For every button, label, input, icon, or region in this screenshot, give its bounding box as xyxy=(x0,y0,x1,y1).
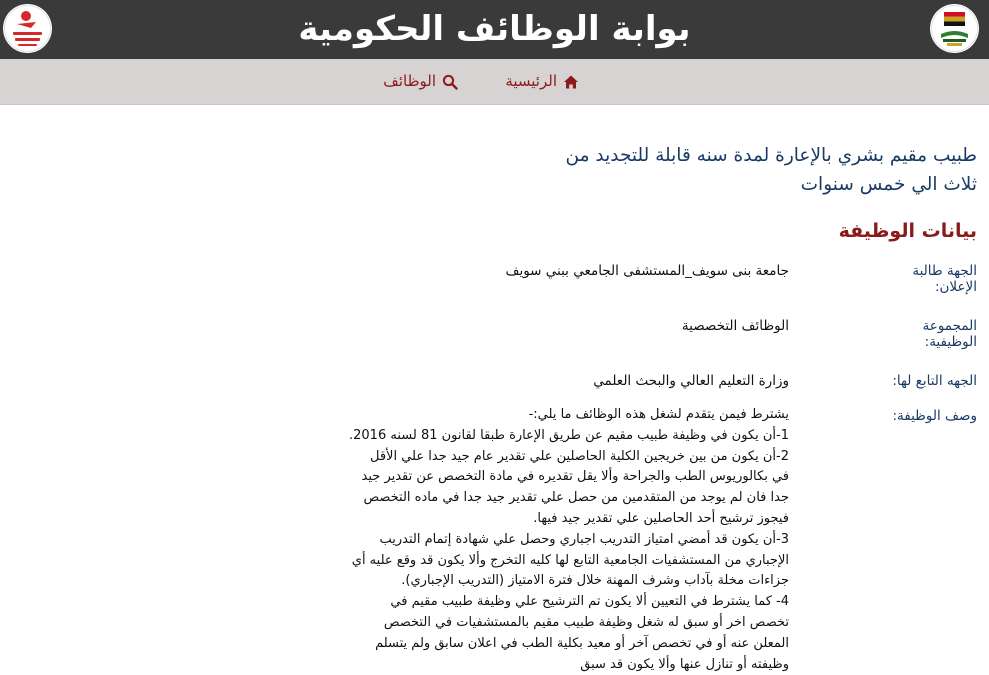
field-label-description: وصف الوظيفة: xyxy=(892,408,977,424)
nav-home-link[interactable] xyxy=(505,59,579,104)
field-label-advertiser: الجهة طالبة الإعلان: xyxy=(912,263,977,295)
nav-bar xyxy=(0,59,989,105)
field-value-parent-entity: وزارة التعليم العالي والبحث العلمي xyxy=(593,373,789,389)
field-value-advertiser: جامعة بنى سويف_المستشفى الجامعي ببني سويف xyxy=(505,263,789,279)
field-label-job-group: المجموعة الوظيفية: xyxy=(922,318,977,350)
search-icon xyxy=(442,74,458,90)
job-description-text: يشترط فيمن يتقدم لشغل هذه الوظائف ما يلي:- 1-أن يكون في وظيفة طبيب مقيم عن طريق الإعارة طبقا لقانون 81 لسنه 2016. 2-أن يكون من بين خريجين الكلية الحاصلين علي تقدير عام جيد جدا علي الأقل في بكالوريوس الطب والجراحة وألا يقل تقديره في مادة التخصص عن تقدير جيد جدا فان لم يوجد من المتقدمين من حصل علي تقدير جيد جدا في ماده التخصص فيجوز ترشيح أحد الحاصلين علي تقدير جيد فيها. 3-أن يكون قد أمضي امتياز التدريب اجباري وحصل علي شهادة إتمام التدريب الإجباري من المستشفيات الجامعية التابع لها كليه التخرج وألا يكون قد وقع عليه أي جزاءات مخلة بآداب وشرف المهنة خلال فترة الامتياز (التدريب الإجباري). 4- كما يشترط في التعيين ألا يكون تم الترشيح علي وظيفة طبيب مقيم في تخصص اخر أو سبق له شغل وظيفة طبيب مقيم بالمستشفيات في التخصص المعلن عنه أو في تخصص آخر أو معيد بكلية الطب في اعلان سابق ولم يتسلم وظيفته أو تنازل عنها وألا يكون قد سبق xyxy=(348,407,789,672)
job-data-heading: بيانات الوظيفة xyxy=(838,220,977,242)
job-title: طبيب مقيم بشري بالإعارة لمدة سنه قابلة للتجديد من ثلاث الي خمس سنوات xyxy=(565,145,977,195)
egypt-emblem-logo[interactable] xyxy=(930,4,979,53)
nav-jobs-label: الوظائف xyxy=(383,72,436,90)
field-value-job-group: الوظائف التخصصية xyxy=(681,318,789,334)
home-icon xyxy=(563,74,579,90)
eagle-emblem-icon xyxy=(930,4,979,53)
field-label-parent-entity: الجهه التابع لها: xyxy=(892,373,977,389)
header-bar xyxy=(0,0,989,59)
site-title: بوابة الوظائف الحكومية xyxy=(298,9,691,49)
nav-jobs-link[interactable] xyxy=(383,59,458,104)
nav-home-label: الرئيسية xyxy=(505,72,557,90)
